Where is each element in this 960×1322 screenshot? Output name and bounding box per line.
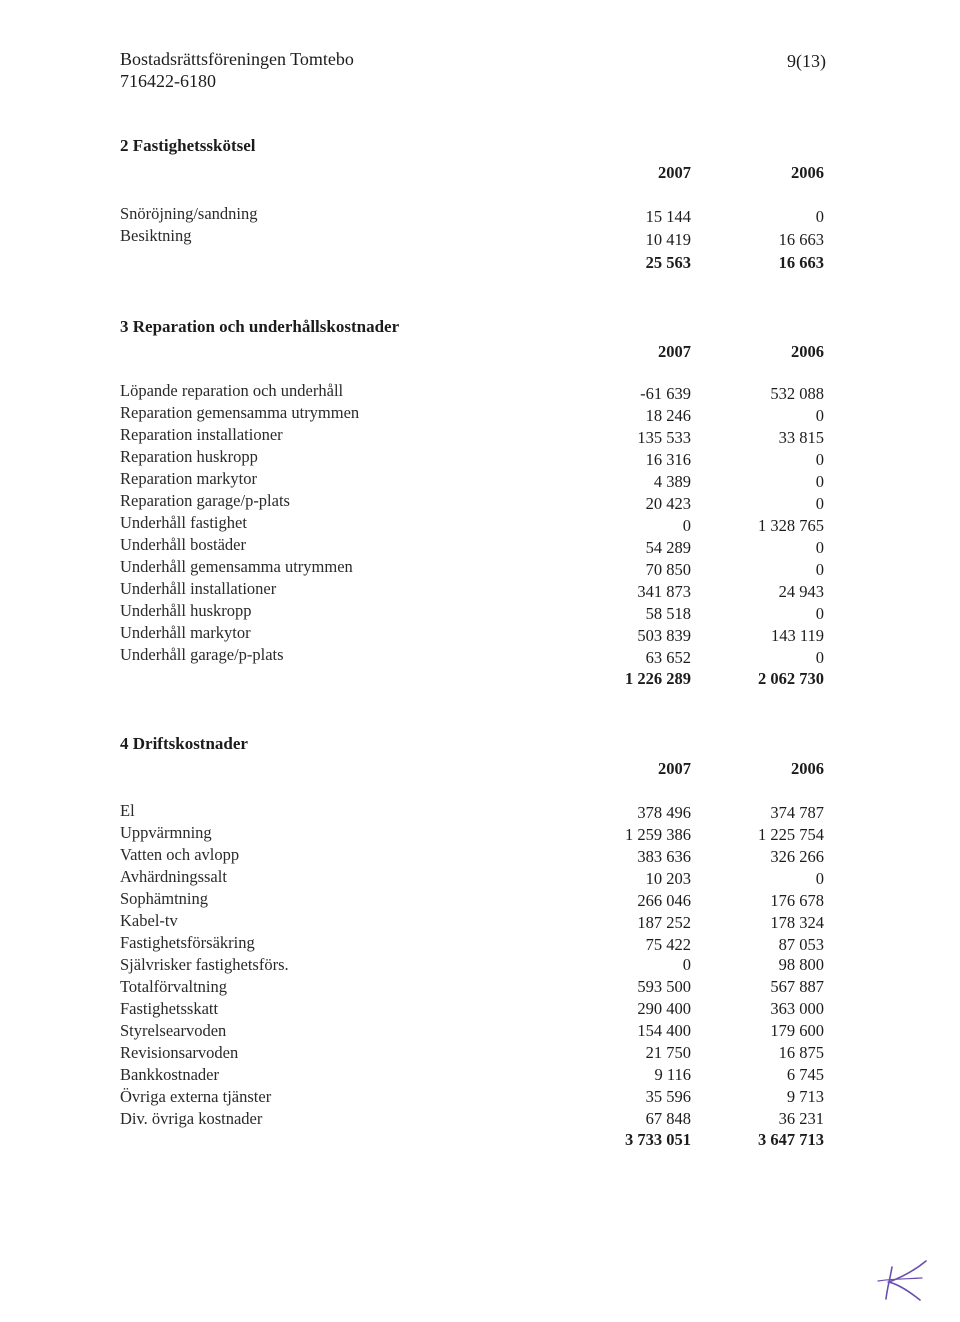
row-label: Avhärdningssalt	[120, 867, 227, 886]
handwritten-initials	[870, 1255, 940, 1305]
value-2006: 33 815	[778, 428, 824, 447]
value-2006: 0	[815, 494, 824, 513]
value-2006: 0	[815, 538, 824, 557]
value-2007: 378 496	[637, 803, 691, 822]
row-label: Underhåll fastighet	[120, 513, 247, 532]
row-label: Vatten och avlopp	[120, 845, 240, 864]
value-2007: 75 422	[645, 935, 691, 954]
year-header-2006: 2006	[791, 342, 824, 361]
value-2006: 363 000	[770, 999, 824, 1018]
value-2007: 0	[682, 955, 691, 974]
row-label: Övriga externa tjänster	[120, 1087, 272, 1106]
total-2006: 16 663	[778, 253, 824, 272]
row-label: Underhåll garage/p-plats	[120, 645, 284, 664]
value-2006: 0	[815, 560, 824, 579]
row-label: Fastighetsförsäkring	[120, 933, 255, 952]
value-2007: 503 839	[637, 626, 691, 645]
value-2006: 0	[815, 472, 824, 491]
value-2007: 21 750	[645, 1043, 691, 1062]
row-label: Revisionsarvoden	[120, 1043, 239, 1062]
total-2006: 3 647 713	[758, 1130, 824, 1149]
value-2006: 87 053	[778, 935, 824, 954]
value-2007: -61 639	[640, 384, 691, 403]
value-2006: 326 266	[770, 847, 824, 866]
value-2006: 16 663	[778, 230, 824, 249]
value-2006: 98 800	[778, 955, 824, 974]
value-2006: 374 787	[770, 803, 824, 822]
row-label: Fastighetsskatt	[120, 999, 219, 1018]
value-2007: 154 400	[637, 1021, 691, 1040]
value-2006: 1 225 754	[758, 825, 824, 844]
row-label: Reparation markytor	[120, 469, 257, 488]
row-label: Underhåll bostäder	[120, 535, 246, 554]
value-2006: 6 745	[786, 1065, 824, 1084]
year-header-2006: 2006	[791, 163, 824, 182]
value-2007: 18 246	[645, 406, 691, 425]
value-2007: 54 289	[645, 538, 691, 557]
section-title-reparation: 3 Reparation och underhållskostnader	[120, 317, 400, 336]
row-label: Sophämtning	[120, 889, 209, 908]
total-2007: 25 563	[645, 253, 691, 272]
row-label: Kabel-tv	[120, 911, 178, 930]
value-2006: 179 600	[770, 1021, 824, 1040]
value-2007: 187 252	[637, 913, 691, 932]
value-2006: 16 875	[778, 1043, 824, 1062]
value-2006: 0	[815, 648, 824, 667]
row-label: Reparation installationer	[120, 425, 283, 444]
row-label: El	[120, 801, 135, 820]
row-label: Totalförvaltning	[120, 977, 227, 996]
value-2007: 135 533	[637, 428, 691, 447]
value-2006: 9 713	[786, 1087, 824, 1106]
value-2006: 176 678	[770, 891, 824, 910]
row-label: Reparation garage/p-plats	[120, 491, 290, 510]
row-label: Underhåll huskropp	[120, 601, 252, 620]
value-2006: 0	[815, 406, 824, 425]
value-2006: 36 231	[778, 1109, 824, 1128]
value-2007: 35 596	[645, 1087, 691, 1106]
year-header-2007: 2007	[658, 163, 691, 182]
row-label: Reparation huskropp	[120, 447, 258, 466]
value-2007: 70 850	[645, 560, 691, 579]
value-2007: 341 873	[637, 582, 691, 601]
value-2007: 383 636	[637, 847, 691, 866]
value-2006: 0	[815, 207, 824, 226]
value-2006: 0	[815, 604, 824, 623]
value-2006: 567 887	[770, 977, 824, 996]
value-2006: 24 943	[778, 582, 824, 601]
row-label: Bankkostnader	[120, 1065, 219, 1084]
year-header-2007: 2007	[658, 759, 691, 778]
row-label: Självrisker fastighetsförs.	[120, 955, 289, 974]
value-2007: 266 046	[637, 891, 691, 910]
row-label: Underhåll markytor	[120, 623, 251, 642]
row-label: Underhåll gemensamma utrymmen	[120, 557, 353, 576]
row-label: Besiktning	[120, 226, 192, 245]
organization-name: Bostadsrättsföreningen Tomtebo	[120, 49, 354, 69]
value-2007: 1 259 386	[625, 825, 691, 844]
section-title-fastighetsskotsel: 2 Fastighetsskötsel	[120, 136, 256, 155]
value-2007: 63 652	[645, 648, 691, 667]
value-2007: 20 423	[645, 494, 691, 513]
value-2007: 9 116	[654, 1065, 691, 1084]
value-2007: 58 518	[645, 604, 691, 623]
value-2007: 10 419	[645, 230, 691, 249]
value-2006: 178 324	[770, 913, 824, 932]
value-2006: 1 328 765	[758, 516, 824, 535]
value-2007: 4 389	[653, 472, 691, 491]
page-number: 9(13)	[787, 51, 826, 71]
value-2006: 532 088	[770, 384, 824, 403]
row-label: Snöröjning/sandning	[120, 204, 258, 223]
value-2007: 15 144	[645, 207, 691, 226]
value-2007: 16 316	[645, 450, 691, 469]
value-2007: 290 400	[637, 999, 691, 1018]
value-2006: 143 119	[770, 626, 824, 645]
row-label: Styrelsearvoden	[120, 1021, 227, 1040]
row-label: Uppvärmning	[120, 823, 212, 842]
value-2007: 593 500	[637, 977, 691, 996]
total-2007: 3 733 051	[625, 1130, 691, 1149]
organization-number: 716422-6180	[120, 71, 216, 91]
total-2007: 1 226 289	[625, 669, 691, 688]
total-2006: 2 062 730	[758, 669, 824, 688]
value-2006: 0	[815, 869, 824, 888]
row-label: Löpande reparation och underhåll	[120, 381, 344, 400]
value-2006: 0	[815, 450, 824, 469]
value-2007: 10 203	[645, 869, 691, 888]
year-header-2007: 2007	[658, 342, 691, 361]
value-2007: 67 848	[645, 1109, 691, 1128]
section-title-driftskostnader: 4 Driftskostnader	[120, 734, 248, 753]
value-2007: 0	[682, 516, 691, 535]
row-label: Div. övriga kostnader	[120, 1109, 263, 1128]
row-label: Underhåll installationer	[120, 579, 277, 598]
row-label: Reparation gemensamma utrymmen	[120, 403, 360, 422]
year-header-2006: 2006	[791, 759, 824, 778]
